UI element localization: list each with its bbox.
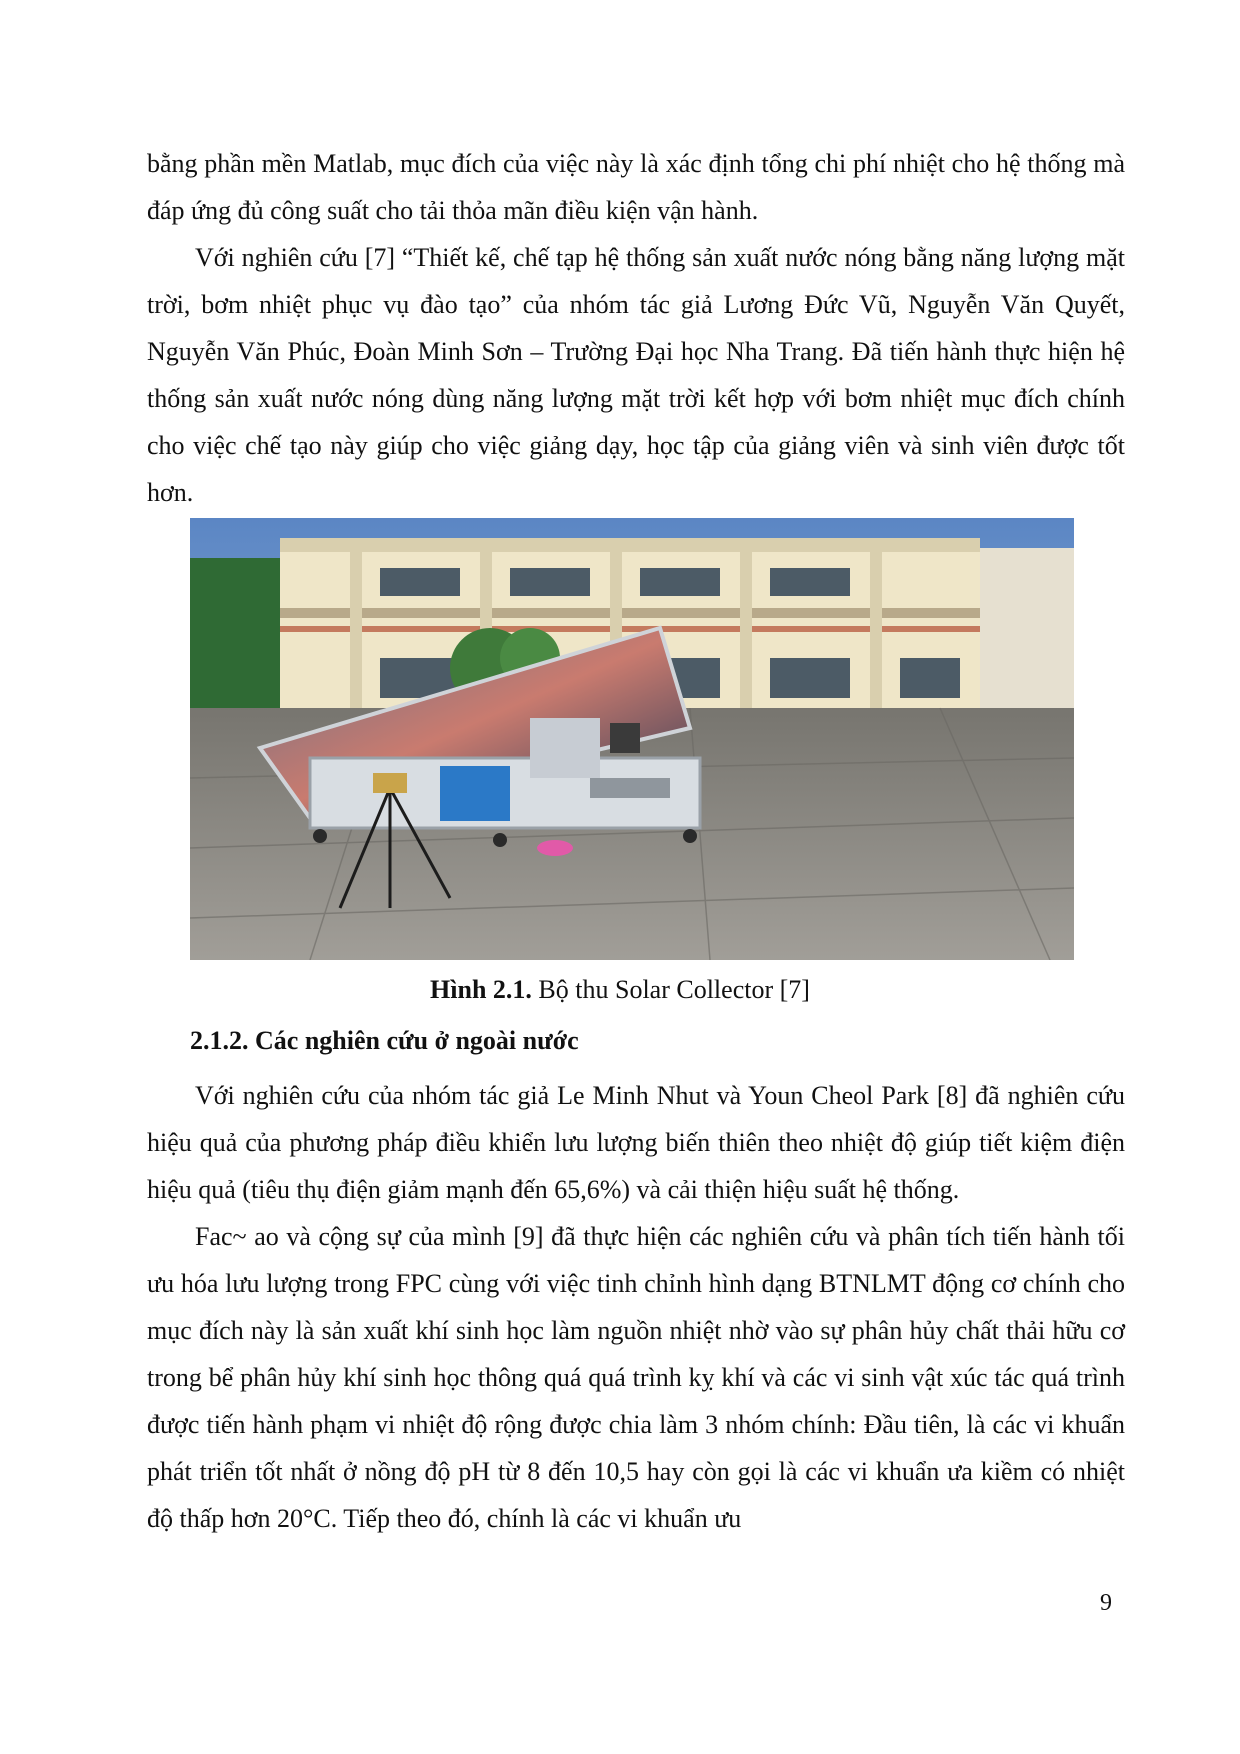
paragraph-study-9 [147,1213,1125,1542]
caption-text: Bộ thu Solar Collector [7] [531,975,810,1004]
paragraph-continuation [147,140,1125,234]
paragraph-study-7 [147,234,1125,516]
paragraph-2-text: Với nghiên cứu [7] “Thiết kế, chế tạp hệ thống sản xuất nước nóng bằng năng lượng mặt trời, bơm nhiệt phục vụ đào tạo” của nhóm tác giả Lương Đức Vũ, Nguyễn Văn Quyết, Nguyễn Văn Phúc, Đoàn Minh Sơn – Trường Đại học Nha Trang. Đã tiến hành thực hiện hệ thống sản xuất nước nóng dùng năng lượng mặt trời kết hợp với bơm nhiệt mục đích chính cho việc chế tạo này giúp cho việc giảng dạy, học tập của giảng viên và sinh viên được tốt hơn. [147,243,1125,507]
page-number: 9 [1100,1590,1112,1616]
paragraph-3-text: Với nghiên cứu của nhóm tác giả Le Minh Nhut và Youn Cheol Park [8] đã nghiên cứu hiệu quả của phương pháp điều khiển lưu lượng biến thiên theo nhiệt độ giúp tiết kiệm điện hiệu quả (tiêu thụ điện giảm mạnh đến 65,6%) và cải thiện hiệu suất hệ thống. [147,1081,1125,1204]
paragraph-4-text: Fac~ ao và cộng sự của mình [9] đã thực hiện các nghiên cứu và phân tích tiến hành tối ưu hóa lưu lượng trong FPC cùng với việc tinh chỉnh hình dạng BTNLMT động cơ chính cho mục đích này là sản xuất khí sinh học làm nguồn nhiệt nhờ vào sự phân hủy chất thải hữu cơ trong bể phân hủy khí sinh học thông quá quá trình kỵ khí và các vi sinh vật xúc tác quá trình được tiến hành phạm vi nhiệt độ rộng được chia làm 3 nhóm chính: Đầu tiên, là các vi khuẩn phát triển tốt nhất ở nồng độ pH từ 8 đến 10,5 hay còn gọi là các vi khuẩn ưa kiềm có nhiệt độ thấp hơn 20°C. Tiếp theo đó, chính là các vi khuẩn ưu [147,1222,1125,1533]
paragraph-1-text: bằng phần mền Matlab, mục đích của việc này là xác định tổng chi phí nhiệt cho hệ thống mà đáp ứng đủ công suất cho tải thỏa mãn điều kiện vận hành. [147,149,1125,225]
solar-collector-photo [190,518,1074,960]
figure-caption [0,973,1240,1007]
paragraph-study-8 [147,1072,1125,1213]
photo-illustration [190,518,1074,960]
caption-label: Hình 2.1. [430,975,532,1004]
section-heading: 2.1.2. Các nghiên cứu ở ngoài nước [190,1026,579,1055]
